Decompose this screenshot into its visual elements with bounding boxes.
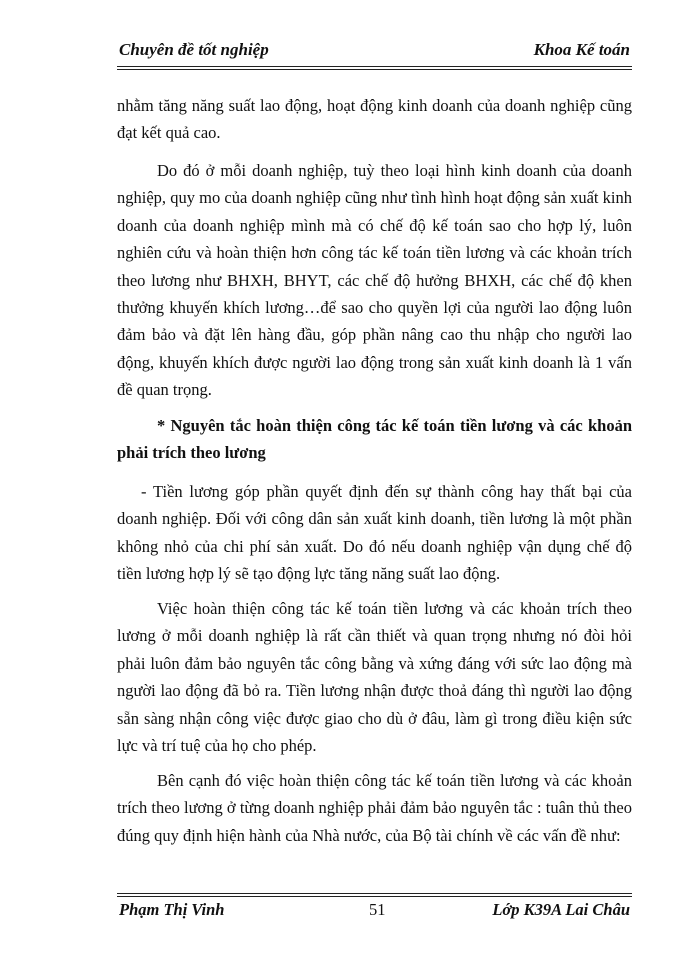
section-heading: * Nguyên tắc hoàn thiện công tác kế toán tiền lương và các khoản phải trích theo lương <box>117 416 632 463</box>
footer-author: Phạm Thị Vinh <box>119 900 225 919</box>
page-header <box>117 40 632 64</box>
header-rule <box>117 66 632 70</box>
paragraph-enterprise-policy: Do đó ở mỗi doanh nghiệp, tuỳ theo loại hình kinh doanh của doanh nghiệp, quy mo của doanh nghiệp cũng như tình hình hoạt động sản xuất kinh doanh của doanh nghiệp mình mà có chế độ kế toán sao cho hợp lý, luôn nghiên cứu và hoàn thiện hơn công tác kế toán tiền lương và các khoản trích theo lương như BHXH, BHYT, các chế độ hưởng BHXH, các chế độ khen thưởng khuyến khích lương…để sao cho quyền lợi của người lao động luôn đảm bảo và đặt lên hàng đầu, góp phần nâng cao thu nhập cho người lao động, khuyến khích được người lao động trong sản xuất kinh doanh là 1 vấn đề quan trọng. <box>117 161 632 400</box>
paragraph-compliance-principle: Bên cạnh đó việc hoàn thiện công tác kế toán tiền lương và các khoản trích theo lương ở từng doanh nghiệp phải đảm bảo nguyên tắc : tuân thủ theo đúng quy định hiện hành của Nhà nước, của Bộ tài chính về các vấn đề như: <box>117 771 632 845</box>
paragraph-fairness-principle: Việc hoàn thiện công tác kế toán tiền lương và các khoản trích theo lương ở mỗi doanh nghiệp là rất cần thiết và quan trọng nhưng nó đòi hỏi phải luôn đảm bảo nguyên tắc công bằng và xứng đáng với sức lao động mà người lao động đã bỏ ra. Tiền lương nhận được thoả đáng thì người lao động sẵn sàng nhận công việc được giao cho dù ở đâu, làm gì trong điều kiện sức lực và trí tuệ của họ cho phép. <box>117 599 632 756</box>
paragraph-salary-role: - Tiền lương góp phần quyết định đến sự thành công hay thất bại của doanh nghiệp. Đối với công dân sản xuất kinh doanh, tiền lương là một phần không nhỏ của chi phí sản xuất. Do đó nếu doanh nghiệp vận dụng chế độ tiền lương hợp lý sẽ tạo động lực tăng năng suất lao động. <box>117 482 632 584</box>
page-footer <box>117 900 632 924</box>
page-number: 51 <box>369 900 386 919</box>
footer-class: Lớp K39A Lai Châu <box>492 900 630 919</box>
header-document-type: Chuyên đề tốt nghiệp <box>119 40 269 59</box>
header-faculty: Khoa Kế toán <box>533 40 630 59</box>
paragraph-continuation: nhằm tăng năng suất lao động, hoạt động kinh doanh của doanh nghiệp cũng đạt kết quả cao. <box>117 96 632 143</box>
footer-rule <box>117 893 632 897</box>
